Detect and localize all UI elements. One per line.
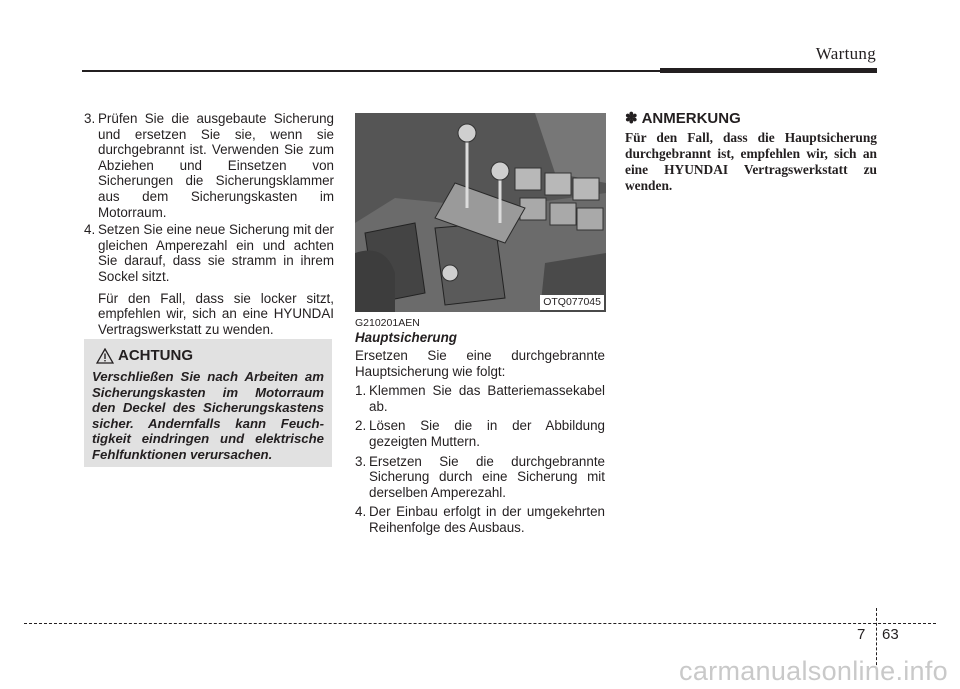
fuse-box-drawing [355,113,606,312]
section-code: G210201AEN [355,317,420,329]
left-column [84,111,334,337]
fuse-box-illustration [355,113,606,312]
figure-label: OTQ077045 [540,295,604,310]
warning-box [84,339,332,467]
chapter-number: 7 [857,626,866,643]
page-number: 63 [882,626,899,643]
asterisk-icon: ✽ [625,110,638,127]
list-item: 3. Prüfen Sie die ausgebaute Sicherung und ersetzen Sie sie, wenn sie durchgebrannt ist. Verwenden Sie zum Abziehen und Einsetzen von Sicherungen die Sicherungsklammer aus dem Sicherungskasten im Motorraum. [84,111,334,220]
warning-triangle-icon [96,348,114,364]
note-text: Für den Fall, dass die Hauptsicherung durchgebrannt ist, empfehlen wir, sich an eine HYUNDAI Vertragswerkstatt zu wenden. [625,129,877,193]
list-item: 4. Setzen Sie eine neue Sicherung mit der gleichen Amperezahl ein und achten Sie darauf, dass sie stramm in ihrem Sockel sitzt. [84,222,334,284]
watermark: carmanualsonline.info [679,656,948,686]
warning-text: Verschließen Sie nach Arbeiten am Sicherungskasten im Motorraum den Deckel des Sicherungskastens sicher. Andernfalls kann Feuch-tigkeit eindringen und elektrische Fehlfunktionen verursachen. [92,369,324,462]
list-item: 4. Der Einbau erfolgt in der umgekehrten Reihenfolge des Ausbaus. [355,504,605,535]
middle-column [355,348,605,536]
note-section [625,111,877,194]
list-item-continuation: Für den Fall, dass sie locker sitzt, empfehlen wir, sich an eine HYUNDAI Vertragswerkstatt zu wenden. [98,290,334,337]
footer-rule [24,623,936,624]
note-title: ANMERKUNG [641,110,741,127]
warning-title: ACHTUNG [118,347,193,364]
list-item: 2. Lösen Sie die in der Abbildung gezeigten Muttern. [355,418,605,449]
note-heading [625,111,877,127]
section-intro: Ersetzen Sie eine durchgebrannte Hauptsicherung wie folgt: [355,348,605,379]
section-heading: Hauptsicherung [355,330,457,345]
header-rule-accent [660,68,877,73]
warning-heading [96,347,193,364]
list-item: 1. Klemmen Sie das Batteriemassekabel ab. [355,383,605,414]
section-title: Wartung [815,44,876,63]
list-item: 3. Ersetzen Sie die durchgebrannte Sicherung durch eine Sicherung mit derselben Amperezahl. [355,453,605,500]
